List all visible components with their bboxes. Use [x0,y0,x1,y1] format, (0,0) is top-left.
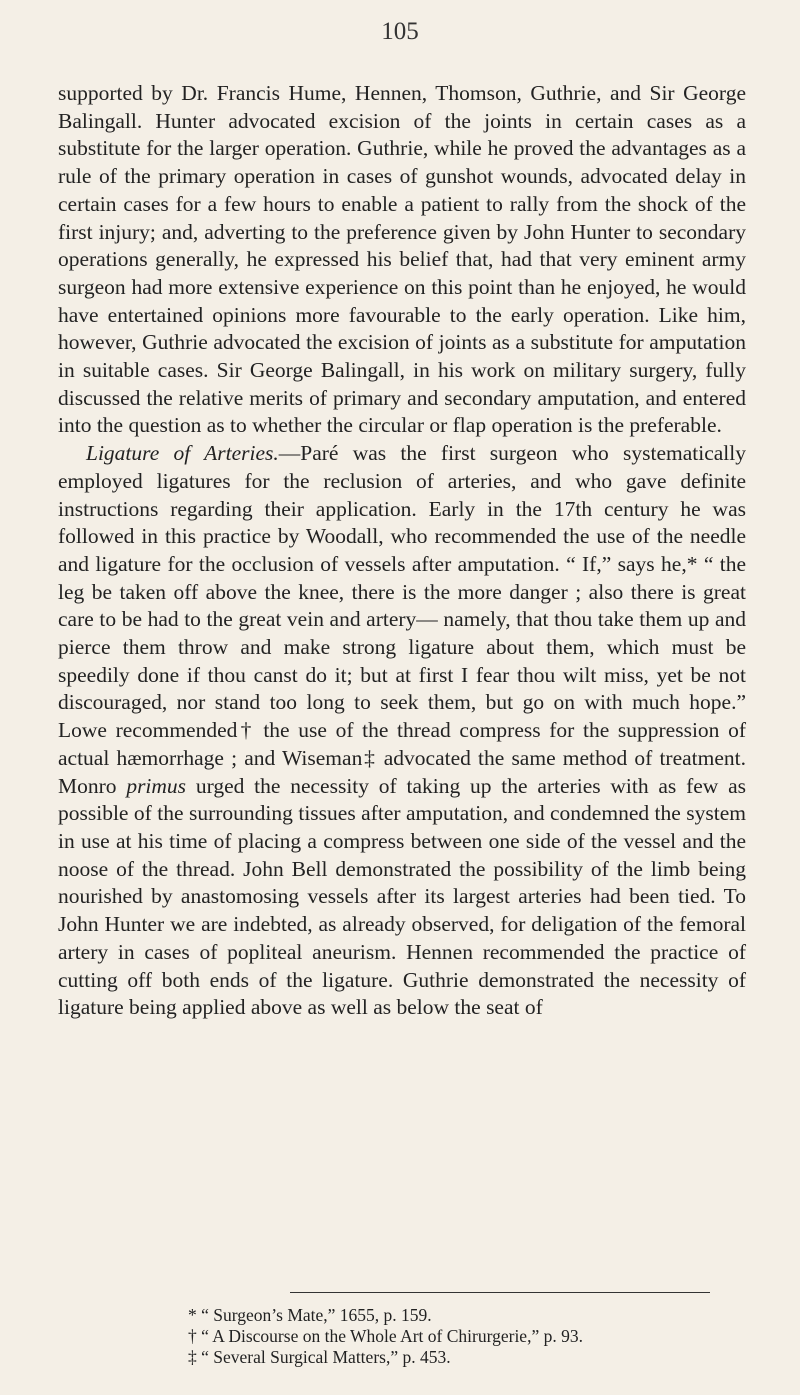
paragraph-ligature-text-end: urged the necessity of taking up the arteries with as few as possible of the surrounding tissues after amputation, and condemned the system in use at his time of placing a compress between one side of the vessel and the noose of the thread. John Bell demonstrated the possibility of the limb being nourished by anastomosing vessels after its largest arteries had been tied. To John Hunter we are indebted, as already observed, for deligation of the femoral artery in cases of popliteal aneurism. Hennen recommended the practice of cutting off both ends of the ligature. Guthrie demonstrated the necessity of ligature being applied above as well as below the seat of [58,773,746,1020]
paragraph-ligature-text: —Paré was the first surgeon who systematically employed ligatures for the reclusion of arteries, and who gave definite instructions regarding their application. Early in the 17th century he was followed in this practice by Woodall, who recommended the use of the needle and ligature for the occlusion of vessels after amputation. “ If,” says he,* “ the leg be taken off above the knee, there is the more danger ; also there is great care to be had to the great vein and artery— namely, that thou take them up and pierce them throw and make strong ligature about them, which must be speedily done if thou canst do it; but at first I fear thou wilt miss, yet be not discouraged, nor stand too long to seek them, but go on with much hope.” Lowe recommended† the use of the thread compress for the suppression of actual hæmorrhage ; and Wiseman‡ advocated the same method of treatment. Monro [58,441,746,798]
page-number: 105 [381,18,419,45]
body-text [58,80,746,1022]
footnote: ‡ “ Several Surgical Matters,” p. 453. [188,1347,451,1367]
paragraph-ligature [58,440,746,1022]
footnote: † “ A Discourse on the Whole Art of Chirurgerie,” p. 93. [188,1326,583,1346]
paragraph-excision: supported by Dr. Francis Hume, Hennen, Thomson, Guthrie, and Sir George Balingall. Hunter advocated excision of the joints in certain cases as a substitute for the larger operation. Guthrie, while he proved the advantages as a rule of the primary operation in cases of gunshot wounds, advocated delay in certain cases for a few hours to enable a patient to rally from the shock of the first injury; and, adverting to the preference given by John Hunter to secondary operations generally, he expressed his belief that, had that very eminent army surgeon had more extensive experience on this point than he enjoyed, he would have entertained opinions more favourable to the early operation. Like him, however, Guthrie advocated the excision of joints as a substitute for amputation in suitable cases. Sir George Balingall, in his work on military surgery, fully discussed the relative merits of primary and secondary amputation, and entered into the question as to whether the circular or flap operation is the preferable. [58,81,746,438]
latin-term: primus [126,773,187,798]
section-heading: Ligature of Arteries. [86,441,279,466]
footnotes [188,1305,748,1368]
footnote: * “ Surgeon’s Mate,” 1655, p. 159. [188,1305,432,1325]
footnote-divider [290,1292,710,1293]
